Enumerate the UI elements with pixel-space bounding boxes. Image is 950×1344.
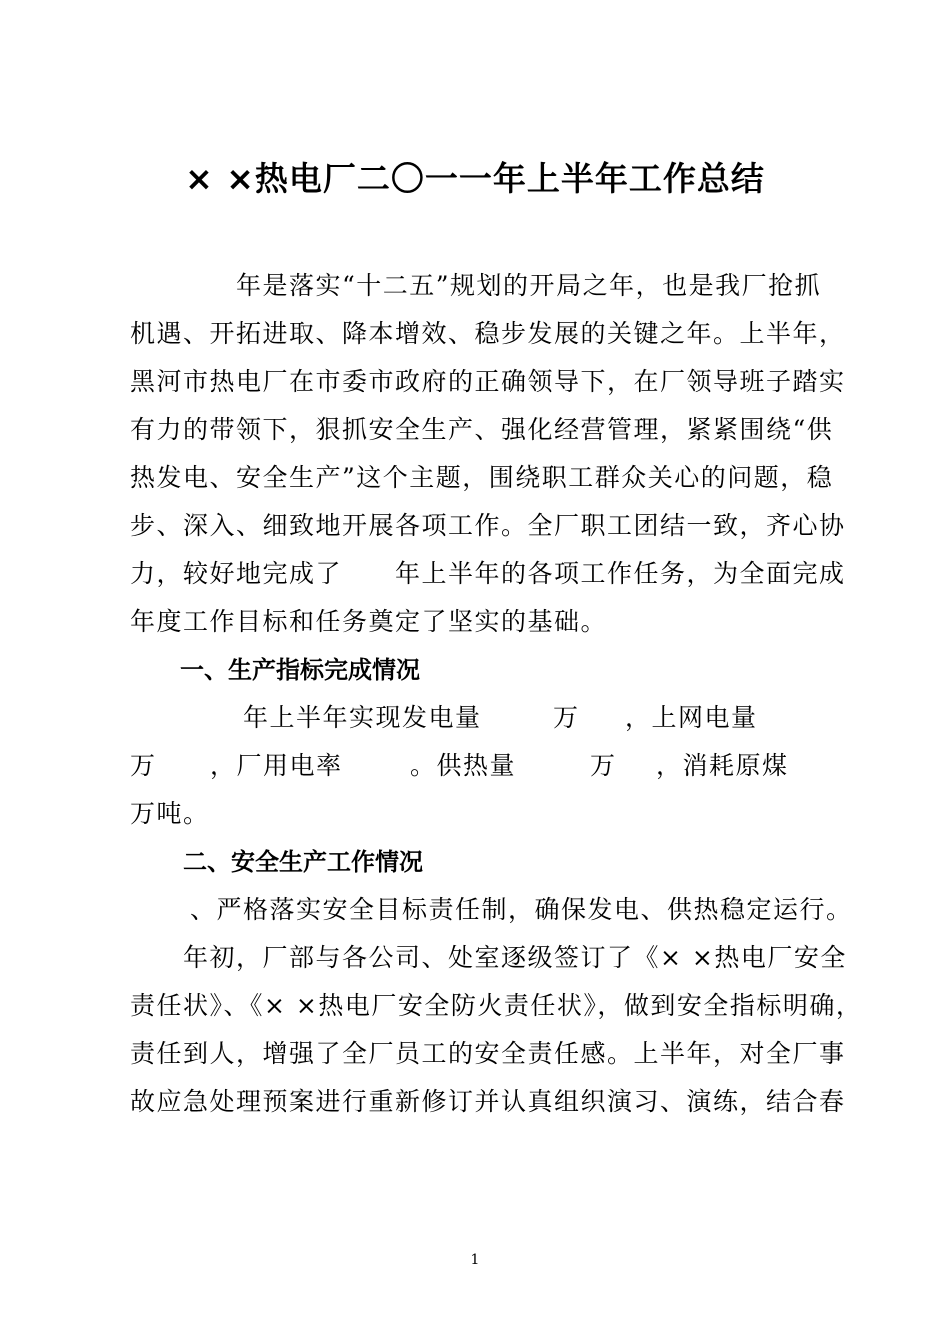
- production-line-1b: 万: [553, 703, 580, 732]
- production-line-1c: ，上网电量: [625, 703, 758, 732]
- intro-line-8: 年度工作目标和任务奠定了坚实的基础。: [130, 607, 608, 636]
- safety-line-1: 年初，厂部与各公司、处室逐级签订了《× ×热电厂安全: [183, 943, 847, 972]
- safety-subheading: 、严格落实安全目标责任制，确保发电、供热稳定运行。: [190, 895, 853, 924]
- production-line-2d: 万: [590, 751, 617, 780]
- intro-line-7a: 力，较好地完成了: [130, 559, 343, 588]
- page-number: 1: [470, 1252, 480, 1268]
- production-line-2c: 。供热量: [410, 751, 517, 780]
- production-line-2b: ，厂用电率: [210, 751, 343, 780]
- production-line-2a: 万: [130, 751, 157, 780]
- production-line-3: 万吨。: [130, 799, 210, 828]
- intro-line-5: 热发电、安全生产”这个主题，围绕职工群众关心的问题，稳: [130, 463, 834, 492]
- section-heading-production: 一、生产指标完成情况: [180, 656, 420, 684]
- section-heading-safety: 二、安全生产工作情况: [183, 848, 423, 876]
- document-title: × ×热电厂二〇一一年上半年工作总结: [185, 159, 765, 198]
- safety-line-4: 故应急处理预案进行重新修订并认真组织演习、演练，结合春: [130, 1087, 846, 1116]
- intro-line-7b: 年上半年的各项工作任务，为全面完成: [395, 559, 846, 588]
- safety-line-3: 责任到人，增强了全厂员工的安全责任感。上半年，对全厂事: [130, 1039, 846, 1068]
- production-line-1a: 年上半年实现发电量: [243, 703, 482, 732]
- intro-line-6: 步、深入、细致地开展各项工作。全厂职工团结一致，齐心协: [130, 511, 846, 540]
- intro-line-2: 机遇、开拓进取、降本增效、稳步发展的关键之年。上半年，: [130, 319, 846, 348]
- intro-line-4: 有力的带领下，狠抓安全生产、强化经营管理，紧紧围绕“供: [130, 415, 834, 444]
- intro-line-1: 年是落实“十二五”规划的开局之年，也是我厂抢抓: [236, 271, 822, 300]
- production-line-2e: ，消耗原煤: [656, 751, 789, 780]
- safety-line-2: 责任状》、《× ×热电厂安全防火责任状》，做到安全指标明确，: [130, 991, 863, 1020]
- intro-line-3: 黑河市热电厂在市委市政府的正确领导下，在厂领导班子踏实: [130, 367, 846, 396]
